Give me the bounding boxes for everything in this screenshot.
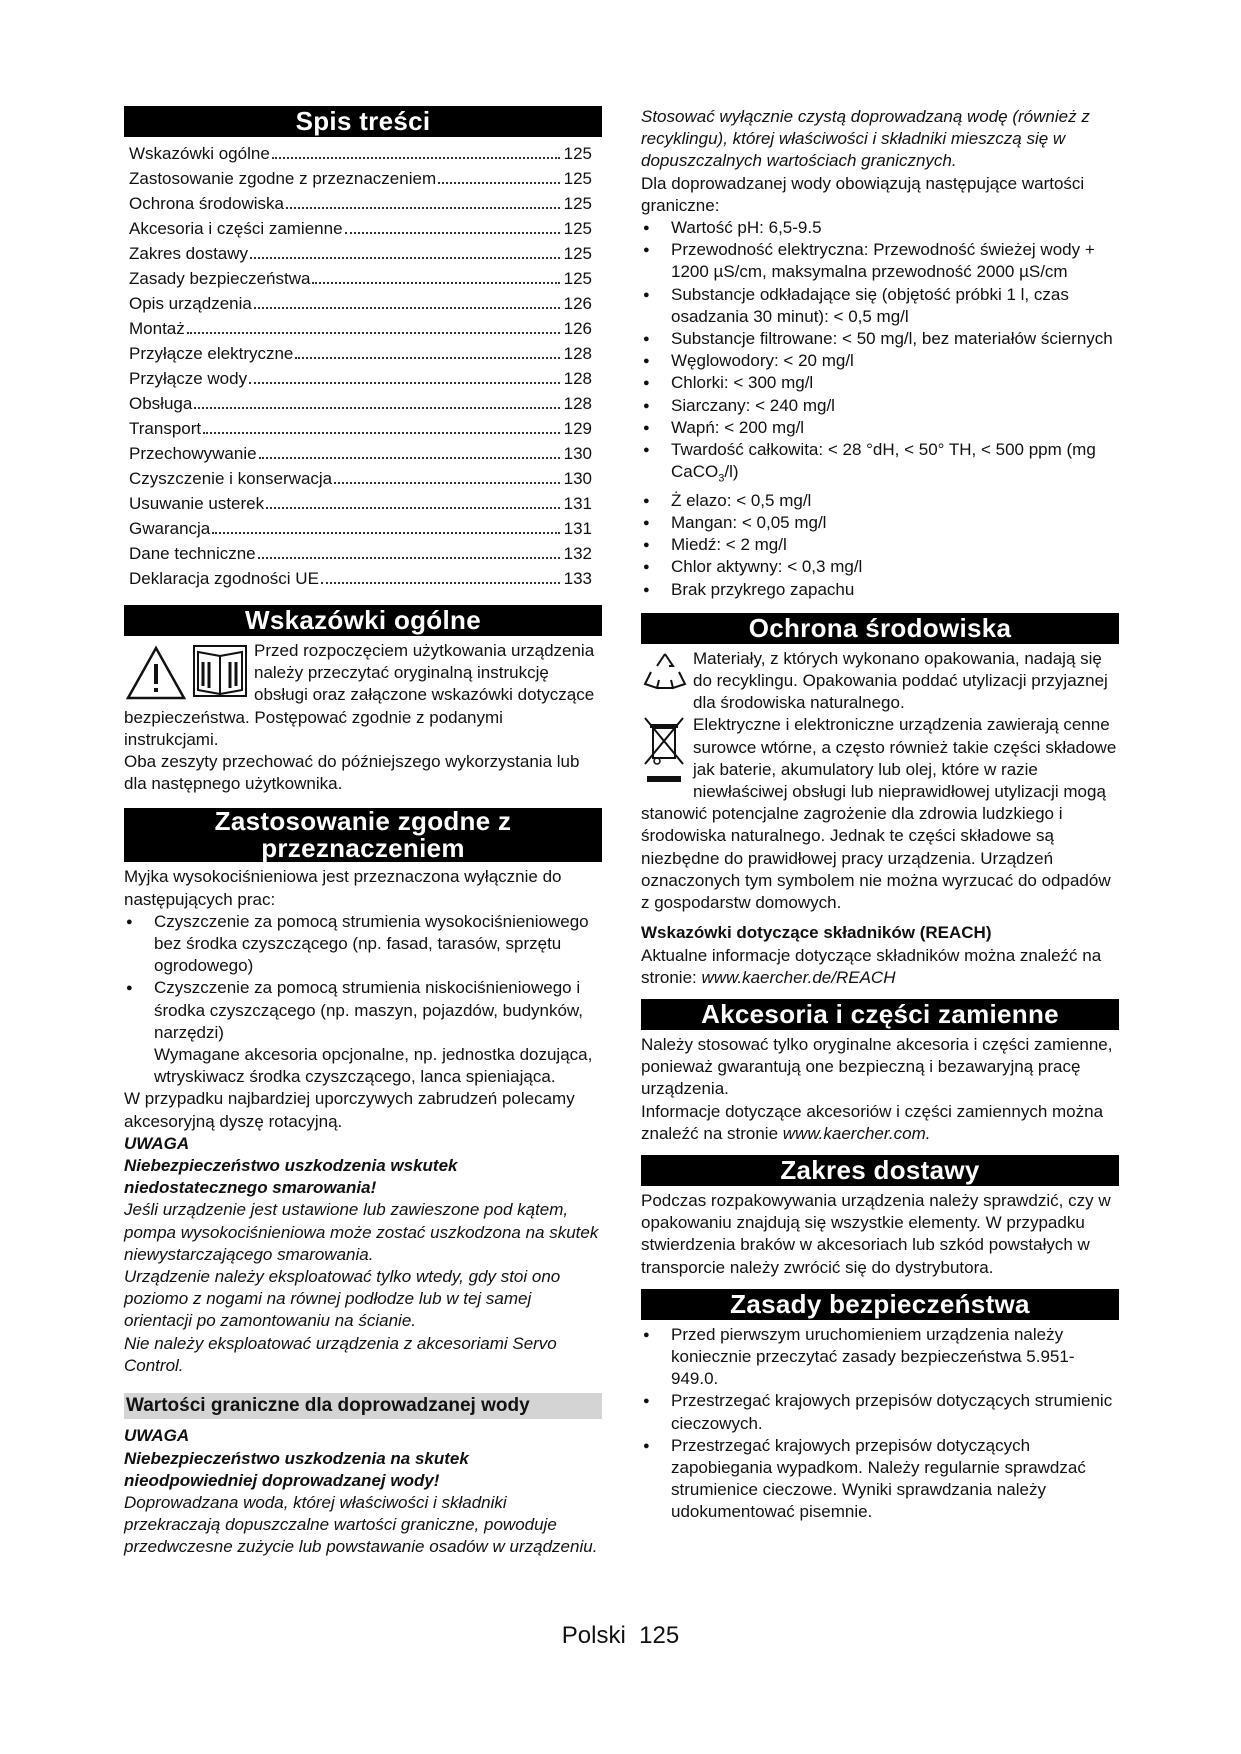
toc-entry[interactable] [124,316,602,341]
toc-entry[interactable] [124,241,602,266]
limits-warning-title: Niebezpieczeństwo uszkodzenia na skutek nieodpowiedniej doprowadzanej wody! [124,1448,469,1490]
intended-warning-label: UWAGA [124,1133,190,1153]
intended-warning-text-1: Jeśli urządzenie jest ustawione lub zawieszone pod kątem, pompa wysokociśnieniowa może zostać uszkodzona na skutek niewystarczającego smarowania. [124,1200,599,1264]
intended-para: W przypadku najbardziej uporczywych zabrudzeń polecamy akcesoryjną dyszę rotacyjną. [124,1089,575,1131]
limits-warning-label: UWAGA [124,1426,190,1446]
toc-entry[interactable] [124,141,602,166]
intended-intro: Myjka wysokociśnieniowa jest przeznaczona wyłącznie do następujących prac: [124,867,562,909]
toc-leader-dots [250,257,560,259]
toc-entry-page: 125 [563,244,592,263]
limit-item: ● Mangan: < 0,05 mg/l [641,512,1119,534]
toc-entry-title: Akcesoria i części zamienne [129,219,343,238]
toc-entry[interactable] [124,291,602,316]
reach-link[interactable]: www.kaercher.de/REACH [701,967,896,987]
toc-entry[interactable] [124,166,602,191]
toc-leader-dots [286,207,560,209]
toc-leader-dots [345,232,560,234]
toc-entry-title: Przyłącze wody [129,369,248,388]
weee-text: Elektryczne i elektroniczne urządzenia zawierają cenne surowce wtórne, a często również takie części składowe jak baterie, akumulatory lub olej, które w razie niewłaściwej obsługi lub nieprawidłowej utylizacji mogą stanowić potencjalne zagrożenie dla zdrowia ludzkiego i środowiska naturalnego. Jednak te części składowe są niezbędne do prawidłowej pracy urządzenia. Urządzeń oznaczonych tym symbolem nie można wyrzucać do odpadów z gospodarstw domowych. [641,715,1117,913]
toc-entry-title: Wskazówki ogólne [129,144,270,163]
accessories-text-2: Informacje dotyczące akcesoriów i części zamiennych można znaleźć na stronie [641,1101,1104,1143]
toc-entry[interactable] [124,566,602,591]
reach-text: Aktualne informacje dotyczące składników można znaleźć na stronie: [641,945,1102,987]
accessories-heading: Akcesoria i części zamienne [641,999,1119,1030]
toc-leader-dots [249,382,560,384]
toc-entry-page: 131 [563,494,592,513]
limit-item: ● Substancje odkładające się (objętość próbki 1 l, czas osadzania 30 minut): < 0,5 mg/l [641,284,1119,328]
accessories-link[interactable]: www.kaercher.com. [782,1123,931,1143]
limit-item-hardness [641,439,1119,490]
manual-book-icon [194,646,246,696]
recycling-icon [641,648,693,698]
toc-entry-page: 130 [563,469,592,488]
toc-entry-title: Montaż [129,319,185,338]
toc-entry[interactable] [124,191,602,216]
limit-item: ● Brak przykrego zapachu [641,579,1119,601]
toc-entry-title: Zastosowanie zgodne z przeznaczeniem [129,169,437,188]
general-heading: Wskazówki ogólne [124,605,602,636]
weee-block [641,714,1119,914]
intended-bullets [124,911,602,1089]
toc-entry-title: Usuwanie usterek [129,494,265,513]
toc-list [124,141,602,591]
limit-item: ● Wapń: < 200 mg/l [641,417,1119,439]
toc-entry-title: Zasady bezpieczeństwa [129,269,311,288]
recycling-text: Materiały, z których wykonano opakowania, nadają się do recyklingu. Opakowania poddać utylizacji przyjaznej dla środowiska naturalnego. [693,648,1108,713]
limit-item: ● Przewodność elektryczna: Przewodność świeżej wody + 1200 µS/cm, maksymalna przewodność 2000 µS/cm [641,239,1119,283]
toc-entry-page: 125 [563,219,592,238]
toc-entry[interactable] [124,266,602,291]
accessories-paragraph-2 [641,1101,1119,1145]
limit-item: ● Siarczany: < 240 mg/l [641,395,1119,417]
intended-bullet-2 [124,977,602,1088]
left-column [124,106,602,1559]
reach-title: Wskazówki dotyczące składników (REACH) [641,923,992,943]
warning-triangle-icon [124,640,254,704]
safety-list [641,1324,1119,1524]
general-section [124,640,602,795]
toc-entry[interactable] [124,516,602,541]
toc-entry-page: 131 [563,519,592,538]
limit-item: ● Chlor aktywny: < 0,3 mg/l [641,556,1119,578]
hardness-suffix: /l) [724,462,739,482]
toc-leader-dots [438,182,560,184]
toc-heading: Spis treści [124,106,602,137]
right-column [641,106,1119,1524]
toc-leader-dots [258,557,560,559]
toc-entry-title: Zakres dostawy [129,244,249,263]
limits-clean-water: Stosować wyłącznie czystą doprowadzaną wodę (również z recyklingu), której właściwości i składniki mieszczą się w dopuszczalnych wartościach granicznych. [641,107,1090,171]
intended-warning-title: Niebezpieczeństwo uszkodzenia wskutek niedostatecznego smarowania! [124,1156,458,1198]
intended-warning-text-3: Nie należy eksploatować urządzenia z akcesoriami Servo Control. [124,1333,557,1375]
limit-item: ● Ż elazo: < 0,5 mg/l [641,490,1119,512]
limits-list [641,217,1119,601]
safety-heading: Zasady bezpieczeństwa [641,1289,1119,1320]
toc-leader-dots [266,507,560,509]
toc-entry[interactable] [124,341,602,366]
page-footer [0,1622,1241,1650]
toc-entry-title: Ochrona środowiska [129,194,284,213]
toc-leader-dots [272,157,560,159]
environment-heading: Ochrona środowiska [641,613,1119,644]
limit-item: ● Substancje filtrowane: < 50 mg/l, bez materiałów ściernych [641,328,1119,350]
toc-entry-title: Deklaracja zgodności UE [129,569,319,588]
toc-leader-dots [254,307,560,309]
toc-entry-page: 130 [563,444,592,463]
safety-item: ● Przestrzegać krajowych przepisów dotyczących zapobiegania wypadkom. Należy regularnie sprawdzać strumienice cieczowe. Wyniki sprawdzania należy udokumentować pisemnie. [641,1435,1119,1524]
toc-entry[interactable] [124,491,602,516]
limit-item: ● Chlorki: < 300 mg/l [641,372,1119,394]
toc-entry-title: Dane techniczne [129,544,256,563]
toc-entry-page: 125 [563,144,592,163]
toc-leader-dots [203,432,560,434]
toc-entry-title: Transport [129,419,202,438]
toc-entry-page: 128 [563,369,592,388]
hardness-text: Twardość całkowita: < 28 °dH, < 50° TH, < 500 ppm (mg CaCO [671,440,1096,482]
toc-leader-dots [194,407,559,409]
safety-item: ● Przed pierwszym uruchomieniem urządzenia należy koniecznie przeczytać zasady bezpieczeństwa 5.951-949.0. [641,1324,1119,1391]
toc-entry-title: Obsługa [129,394,193,413]
limit-item: ● Wartość pH: 6,5-9.5 [641,217,1119,239]
intended-bullet-1: ● Czyszczenie za pomocą strumienia wysokociśnieniowego bez środka czyszczącego (np. fasad, tarasów, sprzętu ogrodowego) [124,911,602,978]
delivery-heading: Zakres dostawy [641,1155,1119,1186]
water-limits-heading: Wartości graniczne dla doprowadzanej wody [124,1393,602,1419]
toc-entry[interactable] [124,416,602,441]
toc-entry[interactable] [124,216,602,241]
toc-entry-page: 125 [563,194,592,213]
toc-entry-page: 125 [563,269,592,288]
toc-entry-title: Czyszczenie i konserwacja [129,469,333,488]
toc-entry-page: 128 [563,394,592,413]
toc-leader-dots [259,457,560,459]
toc-entry[interactable] [124,366,602,391]
toc-entry-title: Gwarancja [129,519,211,538]
footer-language: Polski [561,1622,626,1649]
intended-warning-text-2: Urządzenie należy eksploatować tylko wtedy, gdy stoi ono poziomo z nogami na równej podłodze lub w tej samej orientacji po zamontowaniu na ścianie. [124,1267,561,1331]
limit-item: ● Miedź: < 2 mg/l [641,534,1119,556]
toc-entry-title: Przyłącze elektryczne [129,344,294,363]
toc-entry-page: 132 [563,544,592,563]
warning-manual-icons [124,640,254,704]
toc-entry-page: 133 [563,569,592,588]
general-para2: Oba zeszyty przechować do późniejszego wykorzystania lub dla następnego użytkownika. [124,752,580,794]
intended-use-heading: Zastosowanie zgodne z przeznaczeniem [124,808,602,862]
toc-leader-dots [312,282,559,284]
delivery-text: Podczas rozpakowywania urządzenia należy sprawdzić, czy w opakowaniu znajdują się wszystkie elementy. W przypadku stwierdzenia braków w akcesoriach lub szkód powstałych w transporcie należy zwrócić się do dystrybutora. [641,1190,1111,1277]
toc-leader-dots [212,532,559,534]
toc-leader-dots [321,582,560,584]
toc-leader-dots [187,332,560,334]
limits-intro: Dla doprowadzanej wody obowiązują następujące wartości graniczne: [641,173,1085,215]
reach-paragraph [641,945,1119,989]
intended-bullet-note: Wymagane akcesoria opcjonalne, np. jednostka dozująca, wtryskiwacz środka czyszczącego, lanca spieniająca. [154,1045,593,1087]
general-intro: Przed rozpoczęciem użytkowania urządzenia należy przeczytać oryginalną instrukcję obsługi oraz załączone wskazówki dotyczące bezpieczeństwa. Postępować zgodnie z podanymi instrukcjami. [124,641,595,749]
recycling-block [641,648,1119,715]
limit-item: ● Węglowodory: < 20 mg/l [641,350,1119,372]
toc-entry[interactable] [124,466,602,491]
safety-item: ● Przestrzegać krajowych przepisów dotyczących strumienic cieczowych. [641,1390,1119,1434]
toc-entry[interactable] [124,541,602,566]
intended-bullet-2-text: Czyszczenie za pomocą strumienia niskociśnieniowego i środka czyszczącego (np. maszyn, pojazdów, budynków, narzędzi) [154,978,583,1042]
toc-entry-page: 125 [563,169,592,188]
toc-entry-page: 126 [563,294,592,313]
toc-entry-page: 129 [563,419,592,438]
toc-entry-page: 126 [563,319,592,338]
limits-warning-text: Doprowadzana woda, której właściwości i składniki przekraczają dopuszczalne wartości graniczne, powoduje przedwczesne zużycie lub powstawanie osadów w urządzeniu. [124,1492,598,1557]
crossed-bin-icon [641,714,693,790]
toc-entry[interactable] [124,391,602,416]
footer-page-number: 125 [639,1622,680,1649]
toc-entry-title: Opis urządzenia [129,294,252,313]
toc-entry[interactable] [124,441,602,466]
hardness-subscript: 3 [718,472,725,485]
toc-entry-title: Przechowywanie [129,444,257,463]
toc-leader-dots [295,357,559,359]
toc-leader-dots [334,482,559,484]
accessories-text-1: Należy stosować tylko oryginalne akcesoria i części zamienne, ponieważ gwarantują one bezpieczną i bezawaryjną pracę urządzenia. [641,1034,1113,1099]
toc-entry-page: 128 [563,344,592,363]
